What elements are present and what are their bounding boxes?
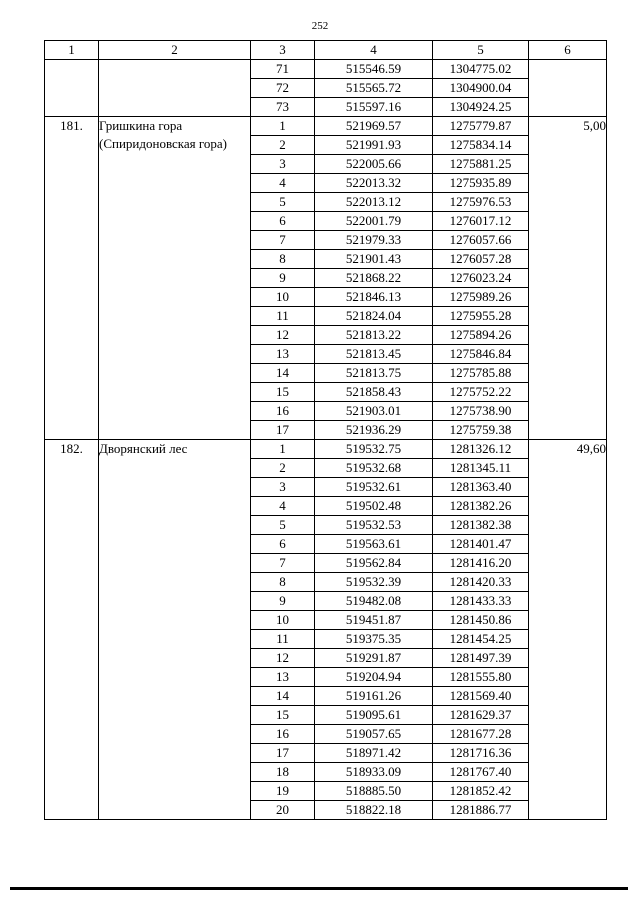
coordinate-y: 1276023.24 — [433, 269, 529, 288]
point-number: 18 — [251, 763, 315, 782]
coordinate-y: 1281555.80 — [433, 668, 529, 687]
point-number: 13 — [251, 668, 315, 687]
coordinate-x: 522005.66 — [315, 155, 433, 174]
coordinate-y: 1304924.25 — [433, 98, 529, 117]
coordinate-y: 1276057.66 — [433, 231, 529, 250]
point-number: 2 — [251, 459, 315, 478]
coordinate-x: 515565.72 — [315, 79, 433, 98]
coordinate-x: 521969.57 — [315, 117, 433, 136]
header-col-3: 3 — [251, 41, 315, 60]
coordinate-y: 1281326.12 — [433, 440, 529, 459]
point-number: 11 — [251, 307, 315, 326]
coordinate-x: 518822.18 — [315, 801, 433, 820]
coordinate-y: 1304900.04 — [433, 79, 529, 98]
coordinate-x: 521901.43 — [315, 250, 433, 269]
coordinate-y: 1281420.33 — [433, 573, 529, 592]
point-number: 10 — [251, 288, 315, 307]
bottom-rule — [10, 887, 628, 890]
object-name: Дворянский лес — [99, 440, 251, 820]
table-row — [45, 60, 607, 79]
header-col-2: 2 — [99, 41, 251, 60]
point-number: 11 — [251, 630, 315, 649]
point-number: 7 — [251, 554, 315, 573]
point-number: 1 — [251, 117, 315, 136]
coordinate-y: 1281401.47 — [433, 535, 529, 554]
coordinate-x: 519057.65 — [315, 725, 433, 744]
coordinate-x: 519204.94 — [315, 668, 433, 687]
coordinate-y: 1275989.26 — [433, 288, 529, 307]
coordinate-x: 521813.75 — [315, 364, 433, 383]
coordinate-x: 519482.08 — [315, 592, 433, 611]
point-number: 19 — [251, 782, 315, 801]
point-number: 20 — [251, 801, 315, 820]
coordinate-y: 1276057.28 — [433, 250, 529, 269]
point-number: 14 — [251, 687, 315, 706]
object-area: 49,60 — [529, 440, 607, 820]
point-number: 16 — [251, 725, 315, 744]
object-area: 5,00 — [529, 117, 607, 440]
coordinate-y: 1275785.88 — [433, 364, 529, 383]
coordinate-y: 1275881.25 — [433, 155, 529, 174]
point-number: 6 — [251, 212, 315, 231]
point-number: 8 — [251, 250, 315, 269]
coordinate-x: 521903.01 — [315, 402, 433, 421]
point-number: 8 — [251, 573, 315, 592]
coordinate-x: 521858.43 — [315, 383, 433, 402]
coordinate-y: 1281450.86 — [433, 611, 529, 630]
page-number: 252 — [311, 20, 329, 32]
object-number: 182. — [45, 440, 99, 820]
point-number: 71 — [251, 60, 315, 79]
coordinate-x: 519095.61 — [315, 706, 433, 725]
point-number: 16 — [251, 402, 315, 421]
coordinate-y: 1275894.26 — [433, 326, 529, 345]
point-number: 4 — [251, 497, 315, 516]
coordinate-y: 1281345.11 — [433, 459, 529, 478]
coordinate-x: 519562.84 — [315, 554, 433, 573]
coordinate-y: 1281497.39 — [433, 649, 529, 668]
point-number: 7 — [251, 231, 315, 250]
coordinate-y: 1281569.40 — [433, 687, 529, 706]
coordinate-x: 519451.87 — [315, 611, 433, 630]
coordinate-x: 519502.48 — [315, 497, 433, 516]
point-number: 17 — [251, 421, 315, 440]
coordinate-x: 519532.39 — [315, 573, 433, 592]
coordinate-x: 521991.93 — [315, 136, 433, 155]
point-number: 15 — [251, 383, 315, 402]
point-number: 10 — [251, 611, 315, 630]
object-name — [99, 60, 251, 117]
coordinate-x: 518885.50 — [315, 782, 433, 801]
coordinate-x: 519161.26 — [315, 687, 433, 706]
coordinate-y: 1281852.42 — [433, 782, 529, 801]
coordinate-y: 1281629.37 — [433, 706, 529, 725]
coordinate-y: 1304775.02 — [433, 60, 529, 79]
coordinate-y: 1276017.12 — [433, 212, 529, 231]
object-name: Гришкина гора (Спиридоновская гора) — [99, 117, 251, 440]
point-number: 3 — [251, 155, 315, 174]
point-number: 15 — [251, 706, 315, 725]
header-col-1: 1 — [45, 41, 99, 60]
table-body — [45, 60, 607, 820]
coordinate-y: 1275759.38 — [433, 421, 529, 440]
coordinate-x: 522013.12 — [315, 193, 433, 212]
coordinate-x: 521846.13 — [315, 288, 433, 307]
point-number: 3 — [251, 478, 315, 497]
coordinate-x: 519532.68 — [315, 459, 433, 478]
coordinate-x: 519375.35 — [315, 630, 433, 649]
point-number: 1 — [251, 440, 315, 459]
point-number: 14 — [251, 364, 315, 383]
point-number: 12 — [251, 649, 315, 668]
point-number: 6 — [251, 535, 315, 554]
coordinate-y: 1281382.38 — [433, 516, 529, 535]
point-number: 17 — [251, 744, 315, 763]
coordinate-y: 1281454.25 — [433, 630, 529, 649]
coordinate-y: 1275976.53 — [433, 193, 529, 212]
coordinate-x: 515597.16 — [315, 98, 433, 117]
point-number: 4 — [251, 174, 315, 193]
header-row — [45, 41, 607, 60]
point-number: 9 — [251, 592, 315, 611]
coordinate-x: 519532.61 — [315, 478, 433, 497]
coordinate-x: 521813.22 — [315, 326, 433, 345]
coordinate-x: 518971.42 — [315, 744, 433, 763]
point-number: 12 — [251, 326, 315, 345]
coordinate-y: 1275738.90 — [433, 402, 529, 421]
coordinate-y: 1275834.14 — [433, 136, 529, 155]
coordinate-x: 515546.59 — [315, 60, 433, 79]
table-row — [45, 117, 607, 136]
coordinate-y: 1275935.89 — [433, 174, 529, 193]
coordinate-y: 1281382.26 — [433, 497, 529, 516]
point-number: 9 — [251, 269, 315, 288]
header-col-4: 4 — [315, 41, 433, 60]
coordinate-x: 519532.75 — [315, 440, 433, 459]
point-number: 73 — [251, 98, 315, 117]
header-col-5: 5 — [433, 41, 529, 60]
coordinates-table — [44, 40, 607, 820]
object-number: 181. — [45, 117, 99, 440]
coordinate-y: 1275955.28 — [433, 307, 529, 326]
coordinate-x: 521824.04 — [315, 307, 433, 326]
coordinate-y: 1281416.20 — [433, 554, 529, 573]
coordinate-y: 1281363.40 — [433, 478, 529, 497]
coordinate-x: 518933.09 — [315, 763, 433, 782]
coordinate-x: 519291.87 — [315, 649, 433, 668]
coordinate-x: 521979.33 — [315, 231, 433, 250]
point-number: 13 — [251, 345, 315, 364]
coordinate-y: 1275779.87 — [433, 117, 529, 136]
coordinate-x: 522013.32 — [315, 174, 433, 193]
point-number: 72 — [251, 79, 315, 98]
point-number: 5 — [251, 193, 315, 212]
coordinate-x: 521868.22 — [315, 269, 433, 288]
header-col-6: 6 — [529, 41, 607, 60]
point-number: 5 — [251, 516, 315, 535]
coordinate-x: 522001.79 — [315, 212, 433, 231]
coordinate-x: 519563.61 — [315, 535, 433, 554]
coordinate-x: 521813.45 — [315, 345, 433, 364]
coordinate-y: 1275846.84 — [433, 345, 529, 364]
coordinate-y: 1281716.36 — [433, 744, 529, 763]
coordinate-y: 1281433.33 — [433, 592, 529, 611]
coordinate-y: 1281886.77 — [433, 801, 529, 820]
object-area — [529, 60, 607, 117]
coordinate-y: 1281677.28 — [433, 725, 529, 744]
point-number: 2 — [251, 136, 315, 155]
coordinate-x: 521936.29 — [315, 421, 433, 440]
object-number — [45, 60, 99, 117]
coordinate-y: 1281767.40 — [433, 763, 529, 782]
coordinate-x: 519532.53 — [315, 516, 433, 535]
table-row — [45, 440, 607, 459]
coordinate-y: 1275752.22 — [433, 383, 529, 402]
